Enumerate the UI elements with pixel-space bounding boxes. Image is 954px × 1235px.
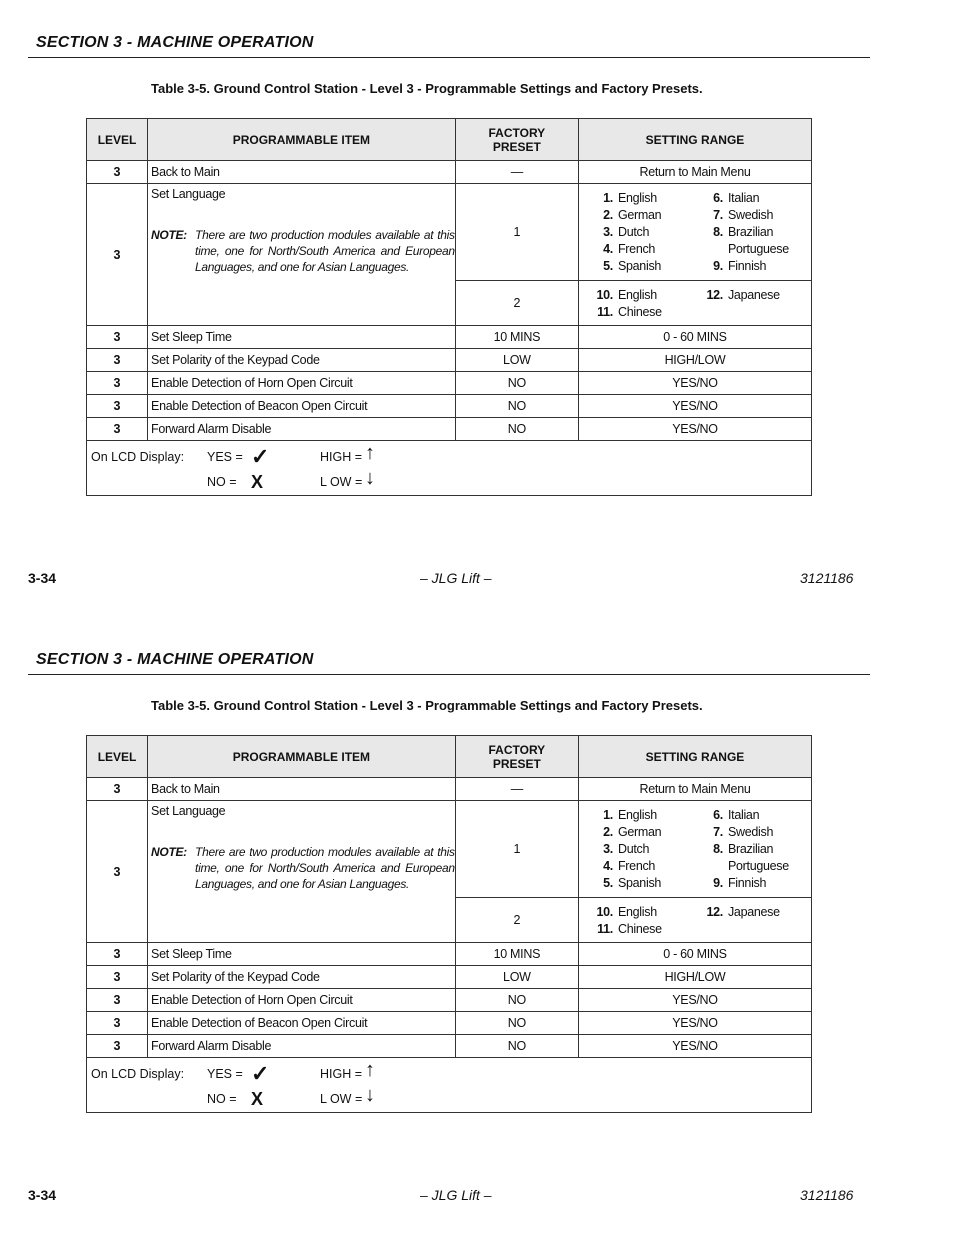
language-number <box>701 921 723 938</box>
row-item: Set Sleep Time <box>148 943 456 966</box>
language-option <box>701 904 811 921</box>
language-grid <box>579 802 811 896</box>
language-option <box>591 921 701 938</box>
language-number: 8. <box>713 842 723 856</box>
row-preset: NO <box>455 372 578 395</box>
header-level: LEVEL <box>87 736 148 778</box>
legend-label: On LCD Display: <box>91 1067 185 1081</box>
page-top <box>0 0 954 617</box>
table-row <box>87 1012 812 1035</box>
row-preset: — <box>455 161 578 184</box>
language-number: 1. <box>603 191 613 205</box>
row-level: 3 <box>87 184 148 326</box>
language-number <box>701 304 723 321</box>
language-number: 11. <box>597 304 613 319</box>
row-range: 0 - 60 MINS <box>578 326 811 349</box>
legend-cell <box>87 441 812 496</box>
note-label: NOTE: <box>151 228 187 242</box>
language-name: English <box>617 191 657 205</box>
row-level: 3 <box>87 418 148 441</box>
language-name: Finnish <box>727 876 767 890</box>
settings-table <box>86 735 812 1113</box>
header-range: SETTING RANGE <box>578 736 811 778</box>
language-number: 6. <box>713 808 723 822</box>
arrow-down-icon: ↓ <box>365 467 375 489</box>
row-level: 3 <box>87 943 148 966</box>
check-icon: ✓ <box>251 444 270 469</box>
language-name: Italian <box>727 191 760 205</box>
language-name: Spanish <box>617 876 662 890</box>
language-option <box>701 858 811 875</box>
legend-no: NO = <box>207 475 237 489</box>
table-header-row <box>87 119 812 161</box>
language-number: 9. <box>713 876 723 890</box>
language-number: 2. <box>603 208 613 222</box>
module2-languages <box>578 898 811 943</box>
language-name: German <box>617 208 662 222</box>
row-range: Return to Main Menu <box>578 161 811 184</box>
language-name: Swedish <box>727 208 774 222</box>
language-name: Dutch <box>617 842 650 856</box>
language-option <box>591 875 701 892</box>
row-item: Set Sleep Time <box>148 326 456 349</box>
table-caption: Table 3-5. Ground Control Station - Level 3 - Programmable Settings and Factory Presets. <box>151 81 703 96</box>
language-name: Swedish <box>727 825 774 839</box>
section-rule <box>28 57 870 58</box>
language-option <box>701 224 811 241</box>
language-name: Japanese <box>727 904 780 919</box>
row-preset: NO <box>455 1035 578 1058</box>
section-title: SECTION 3 - MACHINE OPERATION <box>36 651 314 668</box>
language-name: Portuguese <box>727 859 789 873</box>
language-item-label: Set Language <box>151 187 226 201</box>
row-item: Back to Main <box>148 778 456 801</box>
language-name: Spanish <box>617 259 662 273</box>
language-name: Brazilian <box>727 842 774 856</box>
legend-yes: YES = <box>207 450 243 464</box>
table-row <box>87 372 812 395</box>
language-option <box>591 241 701 258</box>
row-range: HIGH/LOW <box>578 966 811 989</box>
row-level: 3 <box>87 801 148 943</box>
lcd-legend <box>87 1058 811 1112</box>
note <box>151 844 455 892</box>
language-number: 4. <box>603 859 613 873</box>
language-option <box>701 921 811 938</box>
row-preset: — <box>455 778 578 801</box>
row-item: Back to Main <box>148 161 456 184</box>
module1-languages <box>578 184 811 281</box>
row-item-language <box>148 184 456 326</box>
footer-brand: – JLG Lift – <box>420 1187 492 1203</box>
row-range: YES/NO <box>578 1012 811 1035</box>
row-item: Set Polarity of the Keypad Code <box>148 349 456 372</box>
row-level: 3 <box>87 372 148 395</box>
header-preset: FACTORY PRESET <box>455 736 578 778</box>
header-preset: FACTORY PRESET <box>455 119 578 161</box>
legend-no: NO = <box>207 1092 237 1106</box>
language-name: Dutch <box>617 225 650 239</box>
row-preset: NO <box>455 418 578 441</box>
table-row <box>87 395 812 418</box>
table-row <box>87 1035 812 1058</box>
header-item: PROGRAMMABLE ITEM <box>148 736 456 778</box>
language-option <box>591 807 701 824</box>
row-item: Enable Detection of Beacon Open Circuit <box>148 1012 456 1035</box>
row-item: Enable Detection of Horn Open Circuit <box>148 989 456 1012</box>
section-rule <box>28 674 870 675</box>
language-number <box>701 241 723 258</box>
row-preset: NO <box>455 395 578 418</box>
module2-preset: 2 <box>455 898 578 943</box>
language-option <box>701 207 811 224</box>
row-level: 3 <box>87 966 148 989</box>
language-option <box>591 207 701 224</box>
language-number: 2. <box>603 825 613 839</box>
row-level: 3 <box>87 349 148 372</box>
module1-languages <box>578 801 811 898</box>
language-number: 3. <box>603 842 613 856</box>
table-header-row <box>87 736 812 778</box>
table-row <box>87 966 812 989</box>
language-number: 12. <box>706 904 723 919</box>
row-item: Enable Detection of Beacon Open Circuit <box>148 395 456 418</box>
language-number: 12. <box>706 287 723 302</box>
legend-low: L OW = <box>320 1092 363 1106</box>
language-name: French <box>617 859 656 873</box>
table-row <box>87 778 812 801</box>
settings-table <box>86 118 812 496</box>
language-number: 1. <box>603 808 613 822</box>
row-preset: 10 MINS <box>455 943 578 966</box>
row-level: 3 <box>87 326 148 349</box>
footer-page-number: 3-34 <box>28 1187 57 1203</box>
language-option <box>591 904 701 921</box>
module1-preset: 1 <box>455 184 578 281</box>
arrow-down-icon: ↓ <box>365 1084 375 1106</box>
row-level: 3 <box>87 989 148 1012</box>
language-number: 5. <box>603 259 613 273</box>
legend-low: L OW = <box>320 475 363 489</box>
language-name: English <box>617 808 657 822</box>
footer-doc-number: 3121186 <box>800 1187 854 1203</box>
language-name: Brazilian <box>727 225 774 239</box>
row-range: YES/NO <box>578 418 811 441</box>
module2-languages <box>578 281 811 326</box>
section-title: SECTION 3 - MACHINE OPERATION <box>36 34 314 51</box>
legend-high: HIGH = <box>320 450 363 464</box>
language-option <box>701 875 811 892</box>
language-option <box>701 841 811 858</box>
row-range: YES/NO <box>578 395 811 418</box>
language-name: Japanese <box>727 287 780 302</box>
footer-page-number: 3-34 <box>28 570 57 586</box>
language-number: 3. <box>603 225 613 239</box>
note-label: NOTE: <box>151 845 187 859</box>
row-level: 3 <box>87 1012 148 1035</box>
language-name: Chinese <box>617 304 662 319</box>
legend-cell <box>87 1058 812 1113</box>
language-option <box>591 304 701 321</box>
language-name: English <box>617 287 657 302</box>
table-row-language <box>87 801 812 898</box>
language-number: 9. <box>713 259 723 273</box>
table-row <box>87 326 812 349</box>
row-level: 3 <box>87 161 148 184</box>
language-option <box>701 190 811 207</box>
language-option <box>591 224 701 241</box>
language-number: 8. <box>713 225 723 239</box>
header-item: PROGRAMMABLE ITEM <box>148 119 456 161</box>
language-grid <box>579 899 811 942</box>
legend-label: On LCD Display: <box>91 450 185 464</box>
language-grid <box>579 185 811 279</box>
language-option <box>701 258 811 275</box>
row-range: YES/NO <box>578 372 811 395</box>
language-item-label: Set Language <box>151 804 226 818</box>
module1-preset: 1 <box>455 801 578 898</box>
legend-high: HIGH = <box>320 1067 363 1081</box>
footer-brand: – JLG Lift – <box>420 570 492 586</box>
row-item-language <box>148 801 456 943</box>
language-number: 7. <box>713 208 723 222</box>
row-preset: NO <box>455 1012 578 1035</box>
row-range: 0 - 60 MINS <box>578 943 811 966</box>
language-option <box>701 287 811 304</box>
table-row <box>87 418 812 441</box>
language-option <box>701 241 811 258</box>
language-grid <box>579 282 811 325</box>
language-option <box>701 807 811 824</box>
table-row <box>87 989 812 1012</box>
arrow-up-icon: ↑ <box>365 1059 375 1081</box>
language-number: 4. <box>603 242 613 256</box>
row-range: YES/NO <box>578 989 811 1012</box>
table-row-language <box>87 184 812 281</box>
language-option <box>591 841 701 858</box>
row-range: Return to Main Menu <box>578 778 811 801</box>
language-option <box>701 824 811 841</box>
x-icon: X <box>251 472 264 492</box>
language-number: 6. <box>713 191 723 205</box>
row-preset: LOW <box>455 349 578 372</box>
row-preset: 10 MINS <box>455 326 578 349</box>
row-level: 3 <box>87 395 148 418</box>
row-item: Forward Alarm Disable <box>148 1035 456 1058</box>
language-option <box>701 304 811 321</box>
language-number <box>701 858 723 875</box>
table-row <box>87 943 812 966</box>
row-range: HIGH/LOW <box>578 349 811 372</box>
language-option <box>591 858 701 875</box>
language-number: 7. <box>713 825 723 839</box>
header-range: SETTING RANGE <box>578 119 811 161</box>
arrow-up-icon: ↑ <box>365 442 375 464</box>
language-name: Italian <box>727 808 760 822</box>
x-icon: X <box>251 1089 264 1109</box>
row-level: 3 <box>87 1035 148 1058</box>
row-item: Forward Alarm Disable <box>148 418 456 441</box>
row-preset: LOW <box>455 966 578 989</box>
language-name: Portuguese <box>727 242 789 256</box>
language-option <box>591 190 701 207</box>
row-item: Enable Detection of Horn Open Circuit <box>148 372 456 395</box>
module2-preset: 2 <box>455 281 578 326</box>
language-name: French <box>617 242 656 256</box>
language-number: 11. <box>597 921 613 936</box>
language-name: English <box>617 904 657 919</box>
lcd-legend <box>87 441 811 495</box>
row-range: YES/NO <box>578 1035 811 1058</box>
language-option <box>591 258 701 275</box>
table-row <box>87 161 812 184</box>
check-icon: ✓ <box>251 1061 270 1086</box>
row-level: 3 <box>87 778 148 801</box>
language-name: German <box>617 825 662 839</box>
table-caption: Table 3-5. Ground Control Station - Level 3 - Programmable Settings and Factory Presets. <box>151 698 703 713</box>
language-name: Chinese <box>617 921 662 936</box>
legend-yes: YES = <box>207 1067 243 1081</box>
note-text: There are two production modules available at this time, one for North/South America and European Languages, and one for Asian Languages. <box>195 845 455 891</box>
row-preset: NO <box>455 989 578 1012</box>
note-text: There are two production modules available at this time, one for North/South America and European Languages, and one for Asian Languages. <box>195 228 455 274</box>
language-number: 10. <box>596 904 613 919</box>
note <box>151 227 455 275</box>
legend-row <box>87 1058 812 1113</box>
legend-row <box>87 441 812 496</box>
table-row <box>87 349 812 372</box>
language-option <box>591 287 701 304</box>
language-name: Finnish <box>727 259 767 273</box>
footer-doc-number: 3121186 <box>800 570 854 586</box>
language-number: 10. <box>596 287 613 302</box>
row-item: Set Polarity of the Keypad Code <box>148 966 456 989</box>
page-bottom <box>0 617 954 1234</box>
header-level: LEVEL <box>87 119 148 161</box>
language-option <box>591 824 701 841</box>
language-number: 5. <box>603 876 613 890</box>
